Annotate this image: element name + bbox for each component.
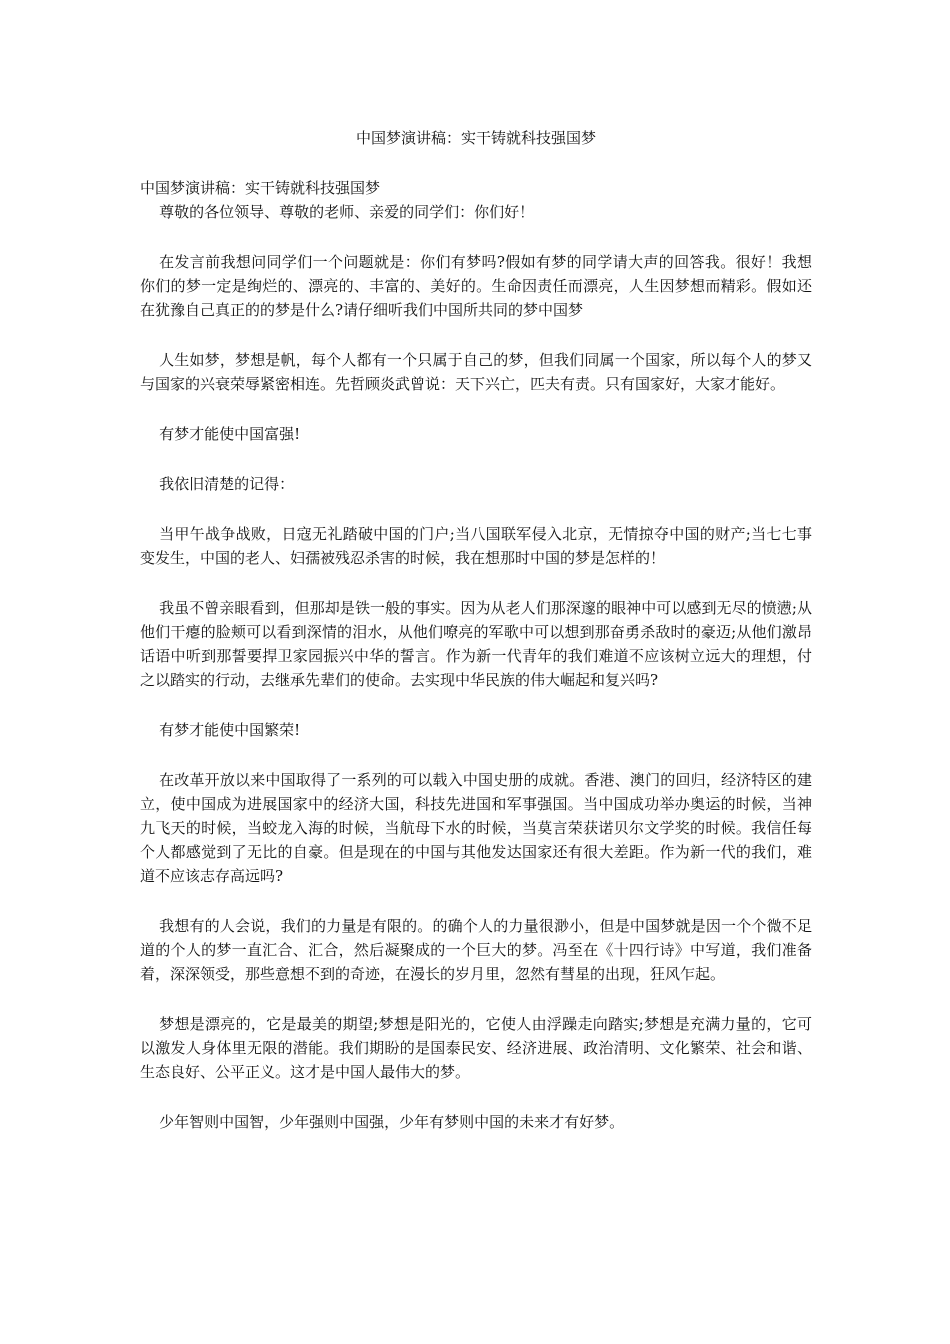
paragraph: 我依旧清楚的记得： — [159, 475, 295, 493]
paragraph: 在发言前我想问同学们一个问题就是：你们有梦吗?假如有梦的同学请大声的回答我。很好！我想你们的梦一定是绚烂的、漂亮的、丰富的、美好的。生命因责任而漂亮，人生因梦想而精彩。假如还在犹豫自己真正的的梦是什么?请仔细听我们中国所共同的梦中国梦 — [140, 253, 812, 319]
paragraph: 我想有的人会说，我们的力量是有限的。的确个人的力量很渺小，但是中国梦就是因一个个微不足道的个人的梦一直汇合、汇合，然后凝聚成的一个巨大的梦。冯至在《十四行诗》中写道，我们准备着，深深领受，那些意想不到的奇迹，在漫长的岁月里，忽然有彗星的出现，狂风乍起。 — [140, 917, 812, 983]
paragraph: 当甲午战争战败，日寇无礼踏破中国的门户;当八国联军侵入北京，无情掠夺中国的财产;当七七事变发生，中国的老人、妇孺被残忍杀害的时候，我在想那时中国的梦是怎样的！ — [140, 525, 812, 567]
paragraph: 有梦才能使中国繁荣! — [159, 721, 301, 739]
document-subtitle: 中国梦演讲稿：实干铸就科技强国梦 — [140, 179, 381, 197]
paragraph: 我虽不曾亲眼看到，但那却是铁一般的事实。因为从老人们那深邃的眼神中可以感到无尽的愤懑;从他们干瘪的脸颊可以看到深情的泪水，从他们嘹亮的军歌中可以想到那奋勇杀敌时的豪迈;从他们激昂话语中听到那誓要捍卫家园振兴中华的誓言。作为新一代青年的我们难道不应该树立远大的理想，付之以踏实的行动，去继承先辈们的使命。去实现中华民族的伟大崛起和复兴吗? — [140, 599, 812, 689]
paragraph: 尊敬的各位领导、尊敬的老师、亲爱的同学们：你们好！ — [159, 203, 535, 221]
paragraph: 人生如梦，梦想是帆，每个人都有一个只属于自己的梦，但我们同属一个国家，所以每个人的梦又与国家的兴衰荣辱紧密相连。先哲顾炎武曾说：天下兴亡，匹夫有责。只有国家好，大家才能好。 — [140, 351, 812, 393]
document-title: 中国梦演讲稿：实干铸就科技强国梦 — [355, 129, 596, 147]
paragraph: 在改革开放以来中国取得了一系列的可以载入中国史册的成就。香港、澳门的回归，经济特区的建立，使中国成为进展国家中的经济大国，科技先进国和军事强国。当中国成功举办奥运的时候，当神九飞天的时候，当蛟龙入海的时候，当航母下水的时候，当莫言荣获诺贝尔文学奖的时候。我信任每个人都感觉到了无比的自豪。但是现在的中国与其他发达国家还有很大差距。作为新一代的我们，难道不应该志存高远吗? — [140, 771, 812, 885]
paragraph: 有梦才能使中国富强! — [159, 425, 301, 443]
paragraph: 梦想是漂亮的，它是最美的期望;梦想是阳光的，它使人由浮躁走向踏实;梦想是充满力量的，它可以激发人身体里无限的潜能。我们期盼的是国泰民安、经济进展、政治清明、文化繁荣、社会和谐、生态良好、公平正义。这才是中国人最伟大的梦。 — [140, 1015, 812, 1081]
paragraph: 少年智则中国智，少年强则中国强，少年有梦则中国的未来才有好梦。 — [159, 1113, 625, 1131]
document-page — [140, 126, 812, 1134]
